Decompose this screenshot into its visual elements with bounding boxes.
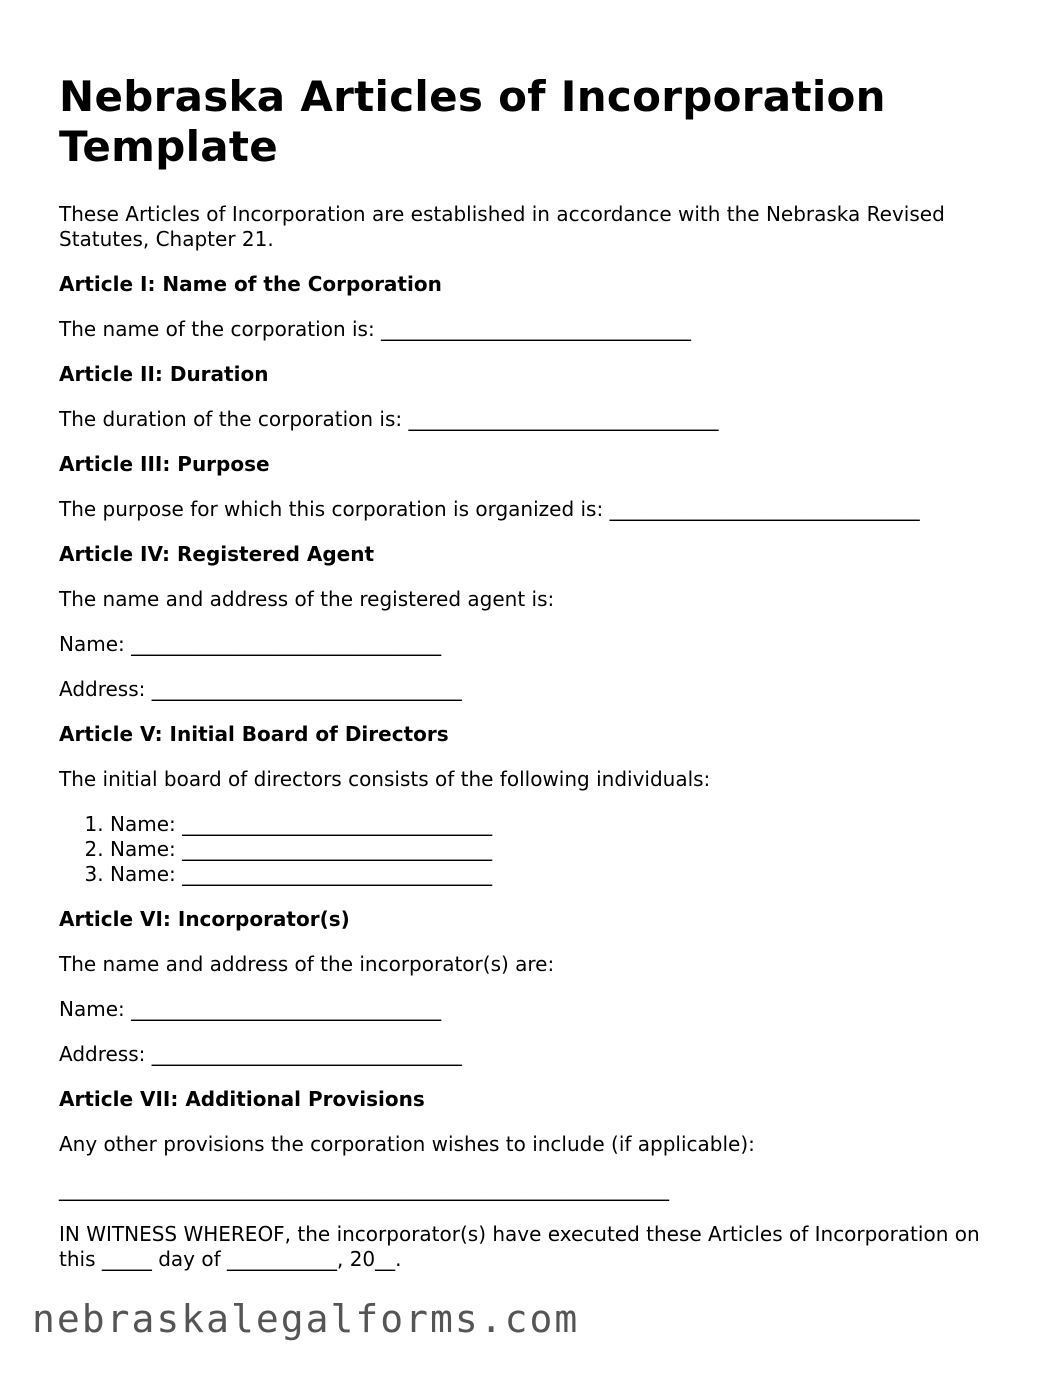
watermark-text: nebraskalegalforms.com <box>32 1297 580 1341</box>
article-6-heading: Article VI: Incorporator(s) <box>59 907 350 931</box>
additional-provisions-intro: Any other provisions the corporation wishes to include (if applicable): <box>59 1132 755 1156</box>
registered-agent-intro: The name and address of the registered agent is: <box>59 587 555 611</box>
purpose-field: The purpose for which this corporation is organized is: _______________________________ <box>59 497 920 521</box>
intro-paragraph: These Articles of Incorporation are established in accordance with the Nebraska Revised Statutes, Chapter 21. <box>59 202 945 251</box>
director-name-field: 1. Name: _______________________________ <box>110 812 1019 837</box>
incorporator-address-field: Address: _______________________________ <box>59 1042 462 1066</box>
incorporator-intro: The name and address of the incorporator(s) are: <box>59 952 555 976</box>
article-5-heading: Article V: Initial Board of Directors <box>59 722 449 746</box>
article-2-heading: Article II: Duration <box>59 362 269 386</box>
duration-field: The duration of the corporation is: _______________________________ <box>59 407 719 431</box>
article-3-heading: Article III: Purpose <box>59 452 270 476</box>
registered-agent-name-field: Name: _______________________________ <box>59 632 442 656</box>
additional-provisions-blank: _____________________________________________________________ <box>59 1177 669 1201</box>
document-page <box>59 72 1019 1292</box>
article-1-heading: Article I: Name of the Corporation <box>59 272 442 296</box>
directors-list <box>59 812 1019 887</box>
corporation-name-field: The name of the corporation is: _______________________________ <box>59 317 692 341</box>
document-title: Nebraska Articles of Incorporation Template <box>59 72 886 171</box>
article-7-heading: Article VII: Additional Provisions <box>59 1087 425 1111</box>
registered-agent-address-field: Address: _______________________________ <box>59 677 462 701</box>
director-name-field: 2. Name: _______________________________ <box>110 837 1019 862</box>
board-intro: The initial board of directors consists of the following individuals: <box>59 767 711 791</box>
witness-statement: IN WITNESS WHEREOF, the incorporator(s) have executed these Articles of Incorporation on this _____ day of ___________, 20__. <box>59 1222 980 1271</box>
article-4-heading: Article IV: Registered Agent <box>59 542 375 566</box>
director-name-field: 3. Name: _______________________________ <box>110 862 1019 887</box>
incorporator-name-field: Name: _______________________________ <box>59 997 442 1021</box>
